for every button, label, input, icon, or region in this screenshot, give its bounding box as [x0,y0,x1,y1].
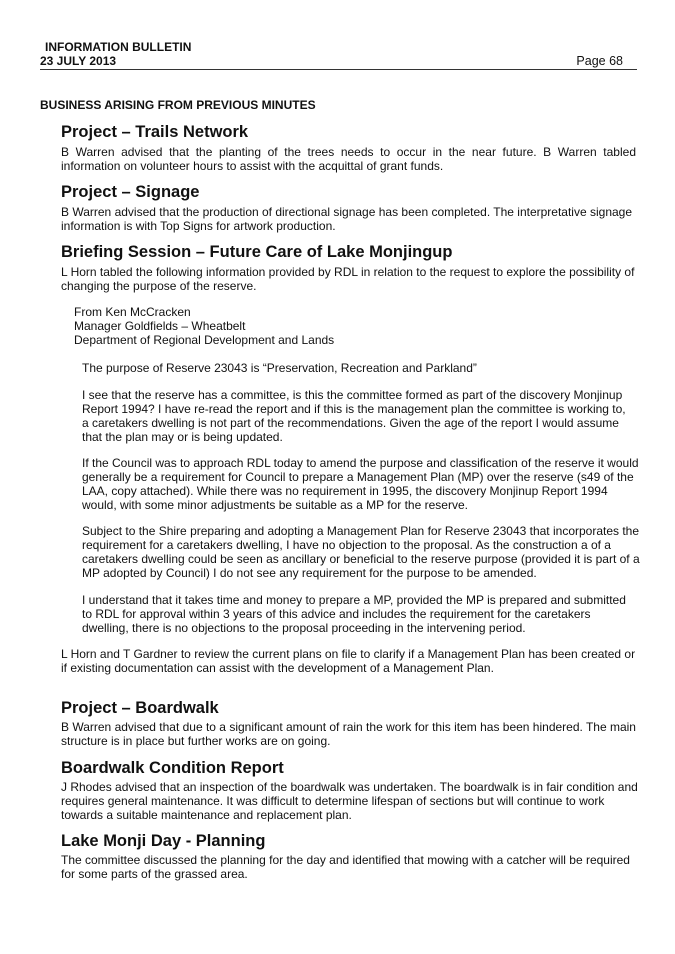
condition-heading: Boardwalk Condition Report [61,759,284,777]
signage-line: information is with Top Signs for artwork production. [61,219,336,233]
letter-purpose [82,361,477,375]
sender-line: From Ken McCracken [74,305,191,319]
letter-sender [74,305,334,347]
letter-paragraph-4 [82,593,626,635]
boardwalk-paragraph [61,720,636,748]
condition-line: J Rhodes advised that an inspection of the boardwalk was undertaken. The boardwalk is in fair condition and [61,780,638,794]
boardwalk-heading: Project – Boardwalk [61,699,219,717]
signage-paragraph [61,205,636,233]
letter-line: If the Council was to approach RDL today to amend the purpose and classification of the reserve it would [82,456,639,470]
page-number: Page 68 [576,54,623,68]
trails-paragraph [61,145,636,173]
letter-line: Subject to the Shire preparing and adopting a Management Plan for Reserve 23043 that incorporates the [82,524,640,538]
briefing-intro-line: L Horn tabled the following information provided by RDL in relation to the request to explore the possibility of [61,265,635,279]
condition-line: towards a suitable maintenance and replacement plan. [61,808,352,822]
letter-line: LAA, copy attached). While there was no requirement in 1995, the discovery Monjinup Report 1994 [82,484,608,498]
letter-line: to RDL for approval within 3 years of this advice and includes the requirement for the caretakers [82,607,591,621]
condition-paragraph [61,780,636,822]
letter-paragraph-3 [82,524,640,580]
bulletin-title: INFORMATION BULLETIN [45,40,192,54]
boardwalk-line: B Warren advised that due to a significant amount of rain the work for this item has been hindered. The main [61,720,636,734]
trails-line: B Warren advised that the planting of the trees needs to occur in the near future. B Warren tabled [61,145,636,159]
bulletin-date: 23 JULY 2013 [40,54,117,68]
boardwalk-line: structure is in place but further works are on going. [61,734,331,748]
letter-line: a caretakers dwelling is not part of the recommendations. Given the age of the report I would assume [82,416,619,430]
briefing-heading: Briefing Session – Future Care of Lake Monjingup [61,243,453,261]
letter-line: generally be a requirement for Council to prepare a Management Plan (MP) over the reserve (s49 of the [82,470,634,484]
letter-line: would, with some minor adjustments be suitable as a MP for the reserve. [82,498,468,512]
letter-line: dwelling, there is no objections to the proposal proceeding in the intervening period. [82,621,526,635]
letter-line: MP adopted by Council) I do not see any requirement for the purpose to be amended. [82,566,537,580]
signage-heading: Project – Signage [61,183,200,201]
letter-line: caretakers dwelling could be seen as ancillary or beneficial to the reserve purpose (provided it is part of a [82,552,640,566]
letter-line: I see that the reserve has a committee, is this the committee formed as part of the discovery Monjinup [82,388,623,402]
signage-line: B Warren advised that the production of directional signage has been completed. The interpretative signage [61,205,633,219]
trails-line: information on volunteer hours to assist with the acquittal of grant funds. [61,159,444,173]
letter-line: requirement for a caretakers dwelling, I have no objection to the proposal. As the construction a of a [82,538,611,552]
monji-line: for some parts of the grassed area. [61,867,248,881]
letter-line: I understand that it takes time and money to prepare a MP, provided the MP is prepared and submitted [82,593,626,607]
sender-line: Manager Goldfields – Wheatbelt [74,319,246,333]
briefing-closing [61,647,636,675]
monji-heading: Lake Monji Day - Planning [61,832,266,850]
briefing-intro-line: changing the purpose of the reserve. [61,279,257,293]
letter-paragraph-2 [82,456,639,512]
sender-line: Department of Regional Development and Lands [74,333,335,347]
letter-paragraph-1 [82,388,626,444]
monji-paragraph [61,853,636,881]
closing-line: L Horn and T Gardner to review the current plans on file to clarify if a Management Plan has been created or [61,647,636,661]
condition-line: requires general maintenance. It was difficult to determine lifespan of sections but will continue to work [61,794,605,808]
letter-line: Report 1994? I have re-read the report and if this is the management plan the committee is working to, [82,402,626,416]
briefing-intro [61,265,636,293]
letter-line: that the plan may or is being updated. [82,430,283,444]
purpose-line: The purpose of Reserve 23043 is “Preservation, Recreation and Parkland” [82,361,477,375]
monji-line: The committee discussed the planning for the day and identified that mowing with a catcher will be required [61,853,630,867]
header-rule [40,69,637,70]
trails-heading: Project – Trails Network [61,123,249,141]
closing-line: if existing documentation can assist with the development of a Management Plan. [61,661,494,675]
section-heading: BUSINESS ARISING FROM PREVIOUS MINUTES [40,98,316,112]
